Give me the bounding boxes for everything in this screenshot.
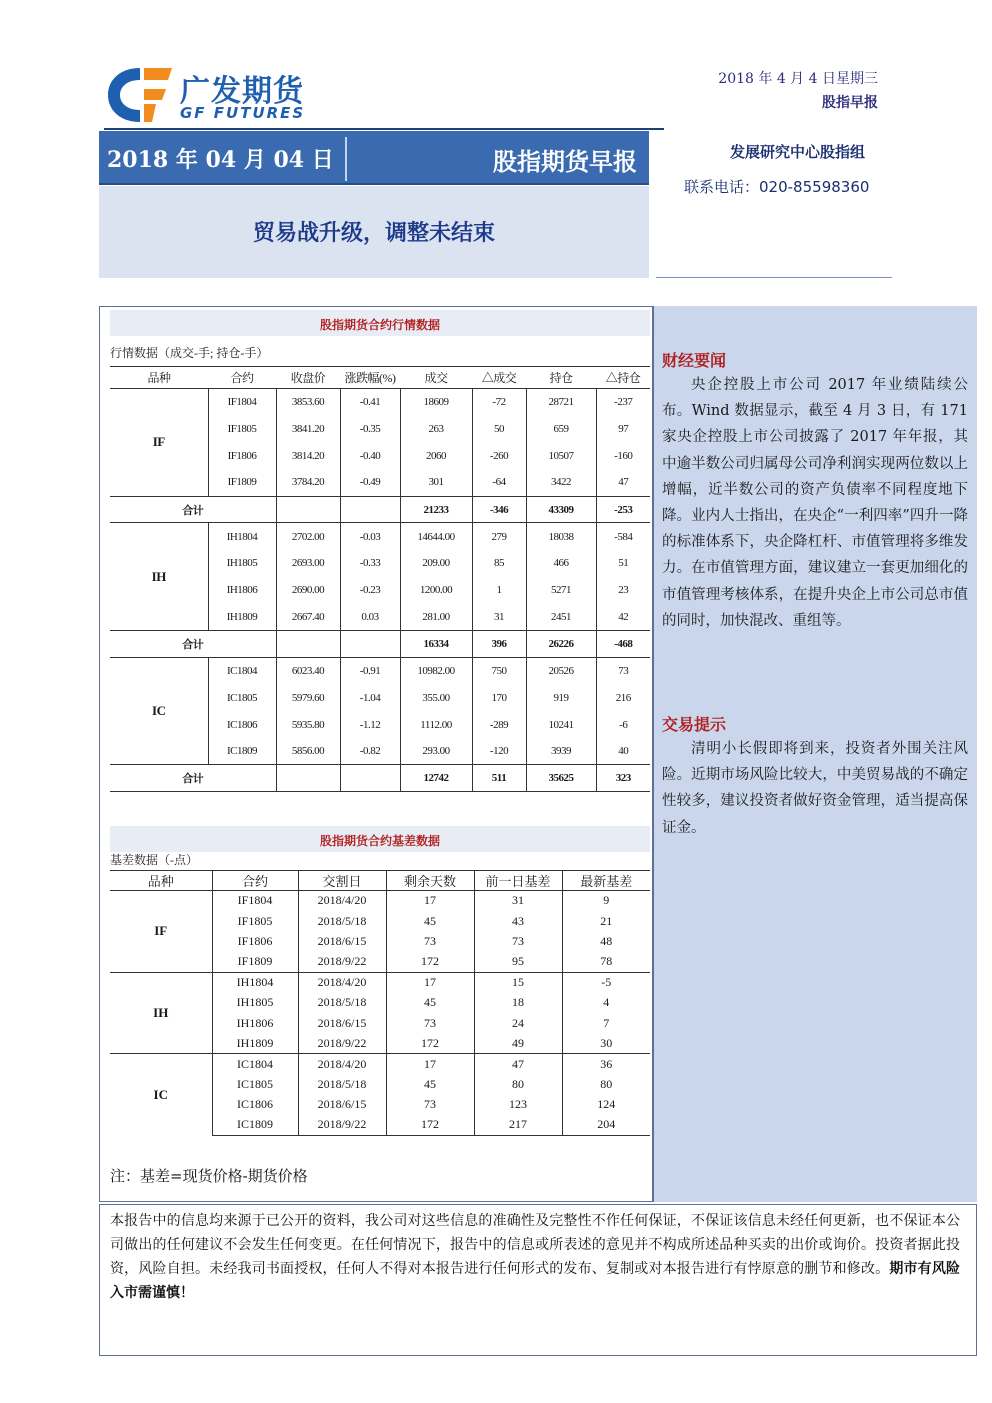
cell: 10241 — [526, 711, 596, 738]
cell: -468 — [596, 631, 650, 658]
total-row — [110, 631, 650, 658]
group-label: IC — [110, 1054, 212, 1136]
cell: 18 — [474, 992, 562, 1012]
group-label: IF — [152, 434, 165, 450]
cell: 750 — [472, 657, 526, 684]
cell: IH1804 — [208, 523, 276, 550]
cell: -253 — [596, 496, 650, 523]
contact-phone — [684, 176, 869, 197]
cell: 45 — [386, 1074, 474, 1094]
cell: 51 — [596, 550, 650, 577]
report-kind: 股指早报 — [822, 95, 878, 111]
cell: 78 — [562, 952, 650, 972]
cell: IH1805 — [212, 992, 298, 1012]
cell: 3814.20 — [276, 442, 340, 469]
cell: 97 — [596, 415, 650, 442]
group-label: IH — [110, 972, 212, 1054]
cell: -237 — [596, 389, 650, 416]
cell: 80 — [562, 1074, 650, 1094]
cell: 2018/6/15 — [298, 1013, 386, 1033]
basis-table — [110, 870, 650, 1136]
group-label: IC — [152, 703, 166, 719]
banner-title: 股指期货早报 — [493, 147, 637, 176]
table-row — [110, 891, 650, 911]
cell: 123 — [474, 1094, 562, 1114]
disclaimer-text — [110, 1209, 960, 1305]
cell: 281.00 — [400, 604, 472, 631]
header-rule — [104, 128, 664, 130]
market-table-caption: 行情数据（成交-手; 持仓-手） — [110, 346, 269, 360]
cell: 355.00 — [400, 684, 472, 711]
cell: 172 — [386, 1033, 474, 1053]
market-table — [110, 366, 650, 792]
cell: -1.12 — [340, 711, 400, 738]
cell: 2018/4/20 — [298, 891, 386, 911]
cell: 73 — [386, 1013, 474, 1033]
cell: 21 — [562, 911, 650, 931]
group-label: IF — [110, 891, 212, 973]
cell: 48 — [562, 931, 650, 951]
cell: 26226 — [526, 631, 596, 658]
cell: 396 — [472, 631, 526, 658]
cell: 9 — [562, 891, 650, 911]
cell: 18609 — [400, 389, 472, 416]
cell — [340, 631, 400, 658]
col-header: 最新基差 — [562, 871, 650, 891]
cell: -289 — [472, 711, 526, 738]
col-header: 涨跌幅(%) — [340, 367, 400, 389]
cell — [276, 496, 340, 523]
group-label: IH — [151, 568, 166, 584]
cell: 1 — [472, 577, 526, 604]
cell: -0.23 — [340, 577, 400, 604]
cell: 31 — [474, 891, 562, 911]
cell: 49 — [474, 1033, 562, 1053]
cell: 2018/9/22 — [298, 1033, 386, 1053]
cell: 50 — [472, 415, 526, 442]
cell: 301 — [400, 469, 472, 496]
cell: 43 — [474, 911, 562, 931]
total-label: 合计 — [110, 496, 276, 523]
col-header: 剩余天数 — [386, 871, 474, 891]
cell: 1112.00 — [400, 711, 472, 738]
cell: 2018/6/15 — [298, 1094, 386, 1114]
gf-logo-icon — [104, 64, 176, 126]
col-header: 品种 — [110, 871, 212, 891]
cell: 2018/5/18 — [298, 1074, 386, 1094]
total-label: 合计 — [110, 631, 276, 658]
cell: 15 — [474, 972, 562, 992]
col-header: 收盘价 — [276, 367, 340, 389]
phone-label: 联系电话： — [684, 178, 760, 196]
cell: 2018/9/22 — [298, 952, 386, 972]
cell: 6023.40 — [276, 657, 340, 684]
total-label: 合计 — [110, 765, 276, 792]
total-row — [110, 765, 650, 792]
cell: IC1804 — [212, 1054, 298, 1074]
cell: 2018/5/18 — [298, 911, 386, 931]
cell: 3939 — [526, 738, 596, 765]
cell: 204 — [562, 1115, 650, 1135]
cell: 209.00 — [400, 550, 472, 577]
cell: 42 — [596, 604, 650, 631]
cell: -120 — [472, 738, 526, 765]
cell: 217 — [474, 1115, 562, 1135]
brand-name-en: GF FUTURES — [180, 104, 306, 122]
disclaimer-body: 本报告中的信息均来源于已公开的资料，我公司对这些信息的准确性及完整性不作任何保证，不保证该信息未经任何更新，也不保证本公司做出的任何建议不会发生任何变更。在任何情况下，报告中的信息或所表述的意见并不构成所述品种买卖的出价或询价。投资者据此投资，风险自担。未经我司书面授权，任何人不得对本报告进行任何形式的发布、复制或对本报告进行有悖原意的删节和修改。 — [110, 1213, 960, 1277]
cell: 2702.00 — [276, 523, 340, 550]
tips-heading: 交易提示 — [662, 715, 727, 734]
cell: 2018/6/15 — [298, 931, 386, 951]
brand-name-cn: 广发期货 — [180, 74, 304, 109]
cell: 30 — [562, 1033, 650, 1053]
market-table-title: 股指期货合约行情数据 — [319, 318, 440, 332]
cell: 36 — [562, 1054, 650, 1074]
cell: 172 — [386, 1115, 474, 1135]
cell: IC1806 — [212, 1094, 298, 1114]
cell: 10982.00 — [400, 657, 472, 684]
cell: IC1809 — [212, 1115, 298, 1135]
cell: 511 — [472, 765, 526, 792]
cell: 73 — [474, 931, 562, 951]
cell: 35625 — [526, 765, 596, 792]
cell: 2451 — [526, 604, 596, 631]
cell: 293.00 — [400, 738, 472, 765]
cell: 5271 — [526, 577, 596, 604]
cell: -260 — [472, 442, 526, 469]
cell: 95 — [474, 952, 562, 972]
cell: 172 — [386, 952, 474, 972]
cell: 216 — [596, 684, 650, 711]
report-date: 2018 年 4 月 4 日星期三 — [718, 71, 878, 87]
tips-body: 清明小长假即将到来，投资者外围关注风险。近期市场风险比较大，中美贸易战的不确定性较多，建议投资者做好资金管理，适当提高保证金。 — [662, 741, 968, 836]
cell: -0.91 — [340, 657, 400, 684]
cell: IH1806 — [212, 1013, 298, 1033]
cell: 263 — [400, 415, 472, 442]
cell: 2693.00 — [276, 550, 340, 577]
col-header: 合约 — [212, 871, 298, 891]
news-heading: 财经要闻 — [662, 351, 727, 370]
cell: 80 — [474, 1074, 562, 1094]
cell: 40 — [596, 738, 650, 765]
cell: 3841.20 — [276, 415, 340, 442]
cell: 170 — [472, 684, 526, 711]
cell: 73 — [596, 657, 650, 684]
cell: 45 — [386, 911, 474, 931]
cell: 3422 — [526, 469, 596, 496]
cell — [276, 631, 340, 658]
cell: 73 — [386, 931, 474, 951]
cell: 3784.20 — [276, 469, 340, 496]
cell: -1.04 — [340, 684, 400, 711]
cell: IF1804 — [212, 891, 298, 911]
cell: IC1804 — [208, 657, 276, 684]
cell: 659 — [526, 415, 596, 442]
cell: -0.82 — [340, 738, 400, 765]
cell: 5856.00 — [276, 738, 340, 765]
table-row — [110, 523, 650, 550]
cell: 21233 — [400, 496, 472, 523]
table-row — [110, 972, 650, 992]
col-header: 合约 — [208, 367, 276, 389]
cell: 5935.80 — [276, 711, 340, 738]
cell: 20526 — [526, 657, 596, 684]
cell: 23 — [596, 577, 650, 604]
cell: -584 — [596, 523, 650, 550]
cell: 14644.00 — [400, 523, 472, 550]
cell: IH1804 — [212, 972, 298, 992]
cell: 466 — [526, 550, 596, 577]
cell: 2060 — [400, 442, 472, 469]
cell: 2018/5/18 — [298, 992, 386, 1012]
cell: 31 — [472, 604, 526, 631]
cell — [340, 496, 400, 523]
banner-divider — [345, 137, 347, 181]
table-row — [110, 389, 650, 416]
cell: IF1809 — [212, 952, 298, 972]
cell: 85 — [472, 550, 526, 577]
cell: IH1806 — [208, 577, 276, 604]
cell: 7 — [562, 1013, 650, 1033]
cell: 323 — [596, 765, 650, 792]
cell — [340, 765, 400, 792]
basis-table-header — [110, 871, 650, 891]
cell: 12742 — [400, 765, 472, 792]
cell: IF1806 — [208, 442, 276, 469]
cell: 5979.60 — [276, 684, 340, 711]
total-row — [110, 496, 650, 523]
cell: IC1805 — [208, 684, 276, 711]
cell: 2667.40 — [276, 604, 340, 631]
cell: IH1809 — [212, 1033, 298, 1053]
cell: 47 — [596, 469, 650, 496]
cell: 45 — [386, 992, 474, 1012]
cell: 17 — [386, 972, 474, 992]
cell: -346 — [472, 496, 526, 523]
cell: -72 — [472, 389, 526, 416]
cell: IH1809 — [208, 604, 276, 631]
cell: 4 — [562, 992, 650, 1012]
cell: -0.03 — [340, 523, 400, 550]
cell: 919 — [526, 684, 596, 711]
basis-note: 注：基差=现货价格-期货价格 — [110, 1167, 308, 1185]
cell: IC1805 — [212, 1074, 298, 1094]
table-row — [110, 657, 650, 684]
headline-box — [99, 186, 649, 278]
banner-date: 2018 年 04 月 04 日 — [107, 147, 334, 173]
cell: 47 — [474, 1054, 562, 1074]
cell — [276, 765, 340, 792]
cell: -0.41 — [340, 389, 400, 416]
cell: -0.40 — [340, 442, 400, 469]
cell: 17 — [386, 891, 474, 911]
department: 发展研究中心股指组 — [730, 143, 866, 161]
table-row — [110, 1054, 650, 1074]
cell: 17 — [386, 1054, 474, 1074]
cell: 124 — [562, 1094, 650, 1114]
cell: IF1806 — [212, 931, 298, 951]
cell: 279 — [472, 523, 526, 550]
disclaimer-box — [99, 1204, 977, 1356]
cell: 2018/4/20 — [298, 972, 386, 992]
risk-warning: 期市有风险 入市需谨慎！ — [110, 1261, 961, 1301]
news-body: 央企控股上市公司 2017 年业绩陆续公布。Wind 数据显示，截至 4 月 3 日，有 171 家央企控股上市公司披露了 2017 年年报，其中逾半数公司归属母公司净利润实现两位数以上增幅，近半数公司的资产负债率不同程度地下降。业内人士指出，在央企“一利四率”四升一降的标准体系下，央企降杠杆、市值管理将多维发力。在市值管理方面，建议建立一套更加细化的市值管理考核体系，在提升央企上市公司总市值的同时，加快混改、重组等。 — [662, 377, 968, 629]
cell: 10507 — [526, 442, 596, 469]
phone-number: 020-85598360 — [759, 178, 870, 196]
cell: IF1804 — [208, 389, 276, 416]
cell: 1200.00 — [400, 577, 472, 604]
cell: -0.33 — [340, 550, 400, 577]
cell: 16334 — [400, 631, 472, 658]
cell: IF1805 — [212, 911, 298, 931]
cell: -6 — [596, 711, 650, 738]
cell: 2690.00 — [276, 577, 340, 604]
col-header: 品种 — [110, 367, 208, 389]
title-banner — [99, 131, 649, 185]
company-logo — [104, 62, 374, 126]
cell: 2018/4/20 — [298, 1054, 386, 1074]
cell: IF1805 — [208, 415, 276, 442]
col-header: △成交 — [472, 367, 526, 389]
cell: 28721 — [526, 389, 596, 416]
cell: IC1806 — [208, 711, 276, 738]
basis-table-caption: 基差数据（-点） — [110, 853, 198, 867]
cell: IF1809 — [208, 469, 276, 496]
col-header: 持仓 — [526, 367, 596, 389]
cell: -0.35 — [340, 415, 400, 442]
cell: 18038 — [526, 523, 596, 550]
cell: -64 — [472, 469, 526, 496]
cell: -160 — [596, 442, 650, 469]
basis-table-title: 股指期货合约基差数据 — [319, 834, 440, 848]
cell: IC1809 — [208, 738, 276, 765]
market-table-header — [110, 367, 650, 389]
cell: 73 — [386, 1094, 474, 1114]
col-header: 交割日 — [298, 871, 386, 891]
cell: 0.03 — [340, 604, 400, 631]
cell: 24 — [474, 1013, 562, 1033]
cell: -5 — [562, 972, 650, 992]
headline: 贸易战升级，调整未结束 — [252, 220, 495, 246]
right-rule — [656, 277, 892, 278]
cell: 3853.60 — [276, 389, 340, 416]
cell: IH1805 — [208, 550, 276, 577]
col-header: 前一日基差 — [474, 871, 562, 891]
cell: 2018/9/22 — [298, 1115, 386, 1135]
cell: 43309 — [526, 496, 596, 523]
col-header: 成交 — [400, 367, 472, 389]
cell: -0.49 — [340, 469, 400, 496]
col-header: △持仓 — [596, 367, 650, 389]
